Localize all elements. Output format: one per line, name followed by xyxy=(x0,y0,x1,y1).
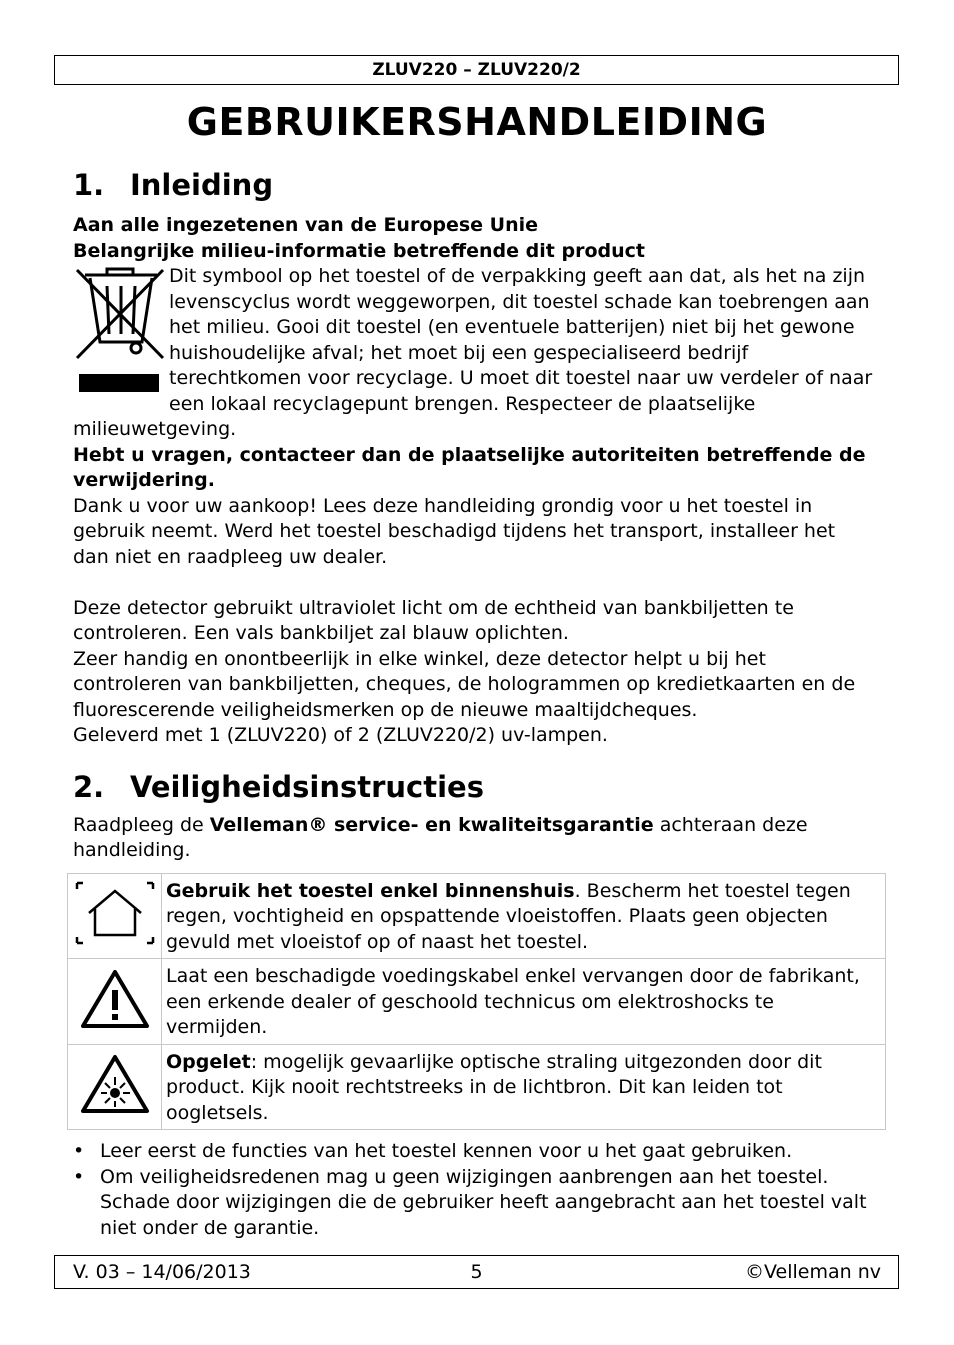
safety-row xyxy=(68,873,886,959)
bullet-text: Om veiligheidsredenen mag u geen wijzigingen aanbrengen aan het toestel. Schade door wijzigingen die de gebruiker heeft aangebracht aan het toestel valt niet onder de garantie. xyxy=(100,1165,867,1239)
safety-icon-cell xyxy=(68,959,162,1045)
indoor-house-icon xyxy=(75,881,155,945)
safety-icon-cell xyxy=(68,1044,162,1130)
section1-heading xyxy=(73,165,873,205)
section1-title: Inleiding xyxy=(130,168,274,202)
delivery-text: Geleverd met 1 (ZLUV220) of 2 (ZLUV220/2) uv-lampen. xyxy=(73,724,608,746)
warning-triangle-icon xyxy=(80,968,150,1030)
safety-bold-2: Opgelet xyxy=(166,1050,251,1073)
optical-radiation-icon xyxy=(80,1053,150,1115)
safety-text-2: : mogelijk gevaarlijke optische straling uitgezonden door dit product. Kijk nooit rechtstreeks in de lichtbron. Dit kan leiden tot oogletsels. xyxy=(166,1050,822,1124)
contact-authorities-text: Hebt u vragen, contacteer dan de plaatselijke autoriteiten betreffende de verwijdering. xyxy=(73,443,866,491)
safety-row xyxy=(68,1044,886,1130)
warranty-intro-pre: Raadpleeg de xyxy=(73,813,210,836)
document-title: GEBRUIKERSHANDLEIDING xyxy=(186,100,768,144)
header-model: ZLUV220 – ZLUV220/2 xyxy=(372,60,581,80)
bullet-text: Leer eerst de functies van het toestel kennen voor u het gaat gebruiken. xyxy=(100,1140,793,1162)
safety-icon-cell xyxy=(68,873,162,959)
safety-bullet-list xyxy=(73,1139,873,1241)
section1-number: 1. xyxy=(73,168,105,202)
weee-text: Dit symbool op het toestel of de verpakking geeft aan dat, als het na zijn levenscyclus wordt weggeworpen, dit toestel schade kan toebrengen aan het milieu. Gooi dit toestel (en eventuele batterijen) niet bij het gewone huishoudelijke afval; het moet bij een gespecialiseerd bedrijf terechtkomen voor recyclage. U moet dit toestel naar uw verdeler of naar een lokaal recyclagepunt brengen. Respecteer de plaatselijke milieuwetgeving. xyxy=(73,265,873,440)
section2-heading xyxy=(73,767,873,807)
safety-text-1: Laat een beschadigde voedingskabel enkel vervangen door de fabrikant, een erkende dealer of geschoold technicus om elektroshocks te vermijden. xyxy=(166,965,860,1038)
warranty-intro-bold: Velleman® service- en kwaliteitsgarantie xyxy=(209,813,654,836)
safety-text-cell xyxy=(162,873,886,959)
list-item xyxy=(73,1165,873,1242)
safety-text-cell xyxy=(162,959,886,1045)
list-item xyxy=(73,1139,873,1165)
detector-use-text: Zeer handig en onontbeerlijk in elke winkel, deze detector helpt u bij het controleren van bankbiljetten, cheques, de hologrammen op kredietkaarten en de fluorescerende veiligheidsmerken op de nieuwe maaltijdcheques. xyxy=(73,647,856,721)
safety-text-cell xyxy=(162,1044,886,1130)
bullet-symbol: • xyxy=(73,1165,85,1188)
thanks-text: Dank u voor uw aankoop! Lees deze handleiding grondig voor u het toestel in gebruik neemt. Werd het toestel beschadigd tijdens het transport, installeer het dan niet en raadpleeg uw dealer. xyxy=(73,494,836,568)
section2-title: Veiligheidsinstructies xyxy=(130,769,484,804)
eu-residents-subheading: Aan alle ingezetenen van de Europese Unie xyxy=(73,214,539,236)
environment-info-subheading: Belangrijke milieu-informatie betreffende dit product xyxy=(73,239,645,262)
safety-text-0: . Bescherm het toestel tegen regen, vochtigheid en opspattende vloeistoffen. Plaats geen objecten gevuld met vloeistof op of naast het toestel. xyxy=(166,879,851,953)
footer xyxy=(54,1255,899,1289)
warranty-intro-post: achteraan deze handleiding. xyxy=(73,813,808,861)
detector-intro-text: Deze detector gebruikt ultraviolet licht om de echtheid van bankbiljetten te controleren. Een vals bankbiljet zal blauw oplichten. xyxy=(73,596,794,644)
section2-number: 2. xyxy=(73,769,105,804)
safety-bold-0: Gebruik het toestel enkel binnenshuis xyxy=(166,879,575,902)
main-content xyxy=(73,165,873,1241)
footer-copyright: ©Velleman nv xyxy=(745,1261,881,1283)
weee-crossed-bin-icon xyxy=(73,266,169,394)
footer-version: V. 03 – 14/06/2013 xyxy=(73,1261,251,1283)
bullet-symbol: • xyxy=(73,1140,85,1162)
safety-table xyxy=(67,873,886,1131)
paragraph-spacer xyxy=(73,570,873,596)
header-model-box xyxy=(54,55,899,85)
safety-row xyxy=(68,959,886,1045)
footer-page-number: 5 xyxy=(470,1261,483,1283)
warranty-reference xyxy=(73,813,873,864)
weee-block xyxy=(73,264,873,443)
